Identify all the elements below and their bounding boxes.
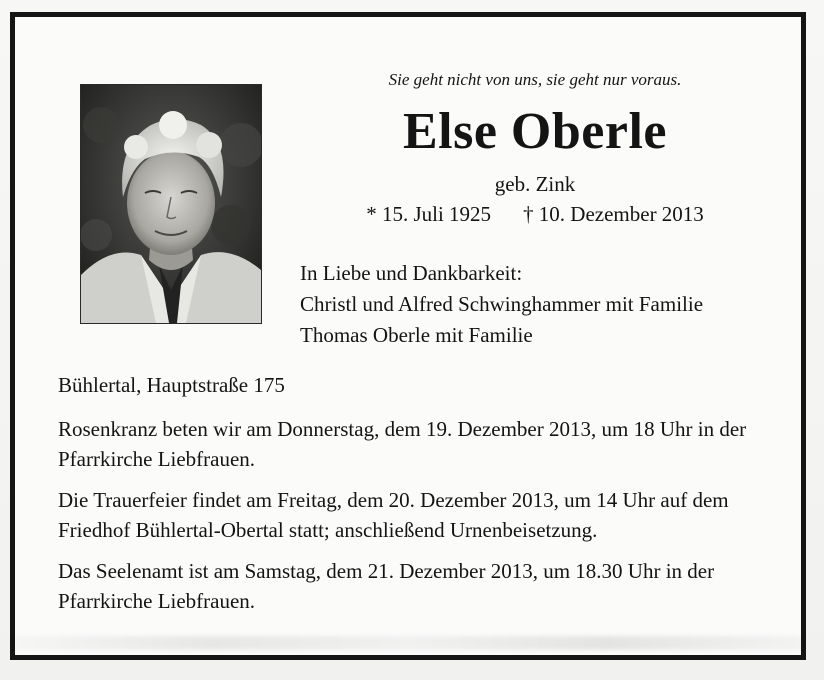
scan-smudge — [14, 636, 804, 650]
address: Bühlertal, Hauptstraße 175 — [58, 373, 285, 397]
funeral-notice: Die Trauerfeier findet am Freitag, dem 20. Dezember 2013, um 14 Uhr auf dem Friedhof Bühlertal-Obertal statt; anschließend Urnenbeisetzung. — [58, 488, 729, 542]
mourners-block — [300, 258, 703, 351]
life-dates — [292, 202, 778, 227]
motto: Sie geht nicht von uns, sie geht nur voraus. — [388, 70, 682, 89]
requiem-notice: Das Seelenamt ist am Samstag, dem 21. Dezember 2013, um 18.30 Uhr in der Pfarrkirche Liebfrauen. — [58, 559, 715, 613]
birth-name: geb. Zink — [494, 172, 576, 196]
death-date: † 10. Dezember 2013 — [523, 202, 704, 226]
birth-date: * 15. Juli 1925 — [366, 202, 492, 226]
mourners-line: Thomas Oberle mit Familie — [300, 323, 533, 347]
portrait-photo — [80, 84, 262, 324]
service-details — [58, 370, 778, 627]
mourners-line: Christl und Alfred Schwinghammer mit Familie — [300, 292, 704, 316]
mourners-intro: In Liebe und Dankbarkeit: — [300, 261, 523, 285]
deceased-name: Else Oberle — [402, 103, 667, 160]
rosary-notice: Rosenkranz beten wir am Donnerstag, dem 19. Dezember 2013, um 18 Uhr in der Pfarrkirche Liebfrauen. — [58, 417, 747, 471]
